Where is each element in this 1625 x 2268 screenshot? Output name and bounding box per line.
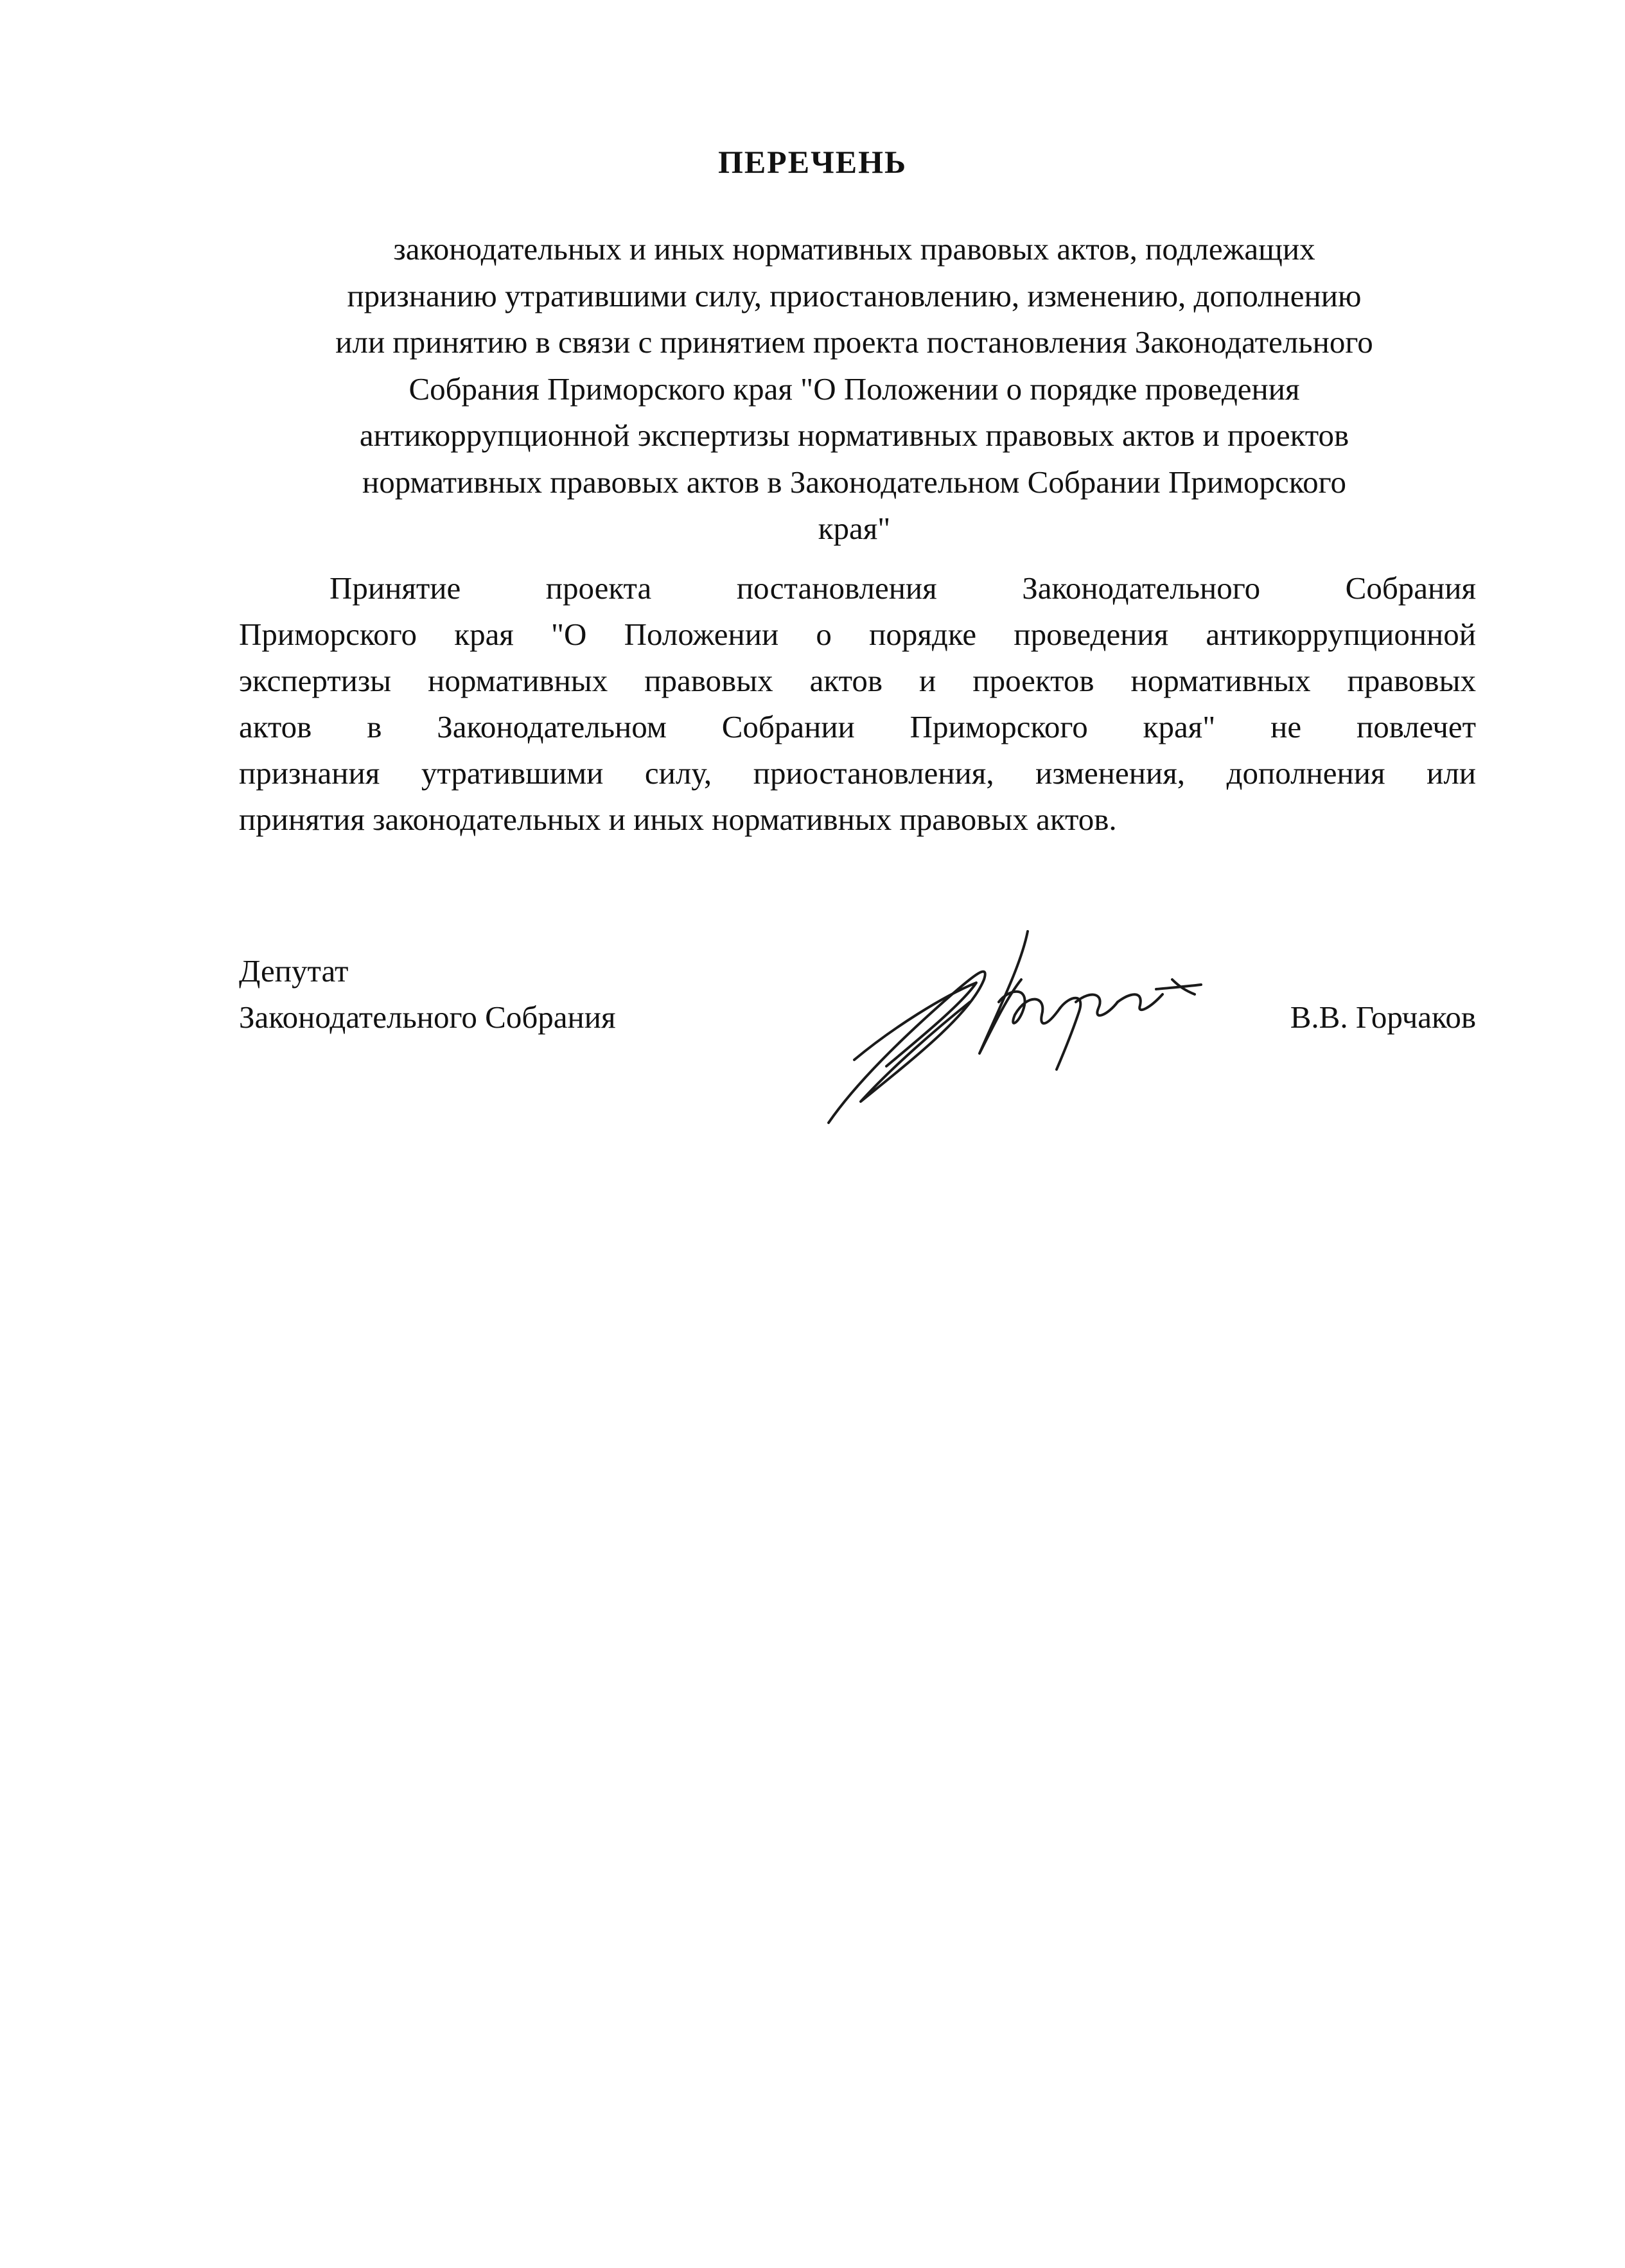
body-paragraph (239, 565, 1476, 843)
handwritten-signature (816, 919, 1214, 1130)
signatory-position-line: Законодательного Собрания (239, 999, 616, 1035)
subtitle-line: признанию утратившими силу, приостановлению, изменению, дополнению (347, 277, 1362, 313)
signatory-position (239, 948, 616, 1041)
body-line: экспертизы нормативных правовых актов и проектов нормативных правовых (239, 663, 1476, 698)
signatory-name: В.В. Горчаков (1290, 999, 1476, 1035)
subtitle-line: нормативных правовых актов в Законодательном Собрании Приморского (362, 464, 1346, 500)
subtitle-line: или принятию в связи с принятием проекта постановления Законодательного (335, 324, 1373, 360)
document-subtitle (238, 226, 1471, 552)
body-line: Принятие проекта постановления Законодательного Собрания (329, 570, 1476, 606)
subtitle-line: края" (818, 511, 891, 546)
body-line: Приморского края "О Положении о порядке проведения антикоррупционной (239, 617, 1476, 652)
signatory-position-line: Депутат (239, 953, 349, 989)
body-line: принятия законодательных и иных нормативных правовых актов. (239, 802, 1117, 837)
document-title: ПЕРЕЧЕНЬ (717, 144, 908, 180)
subtitle-line: антикоррупционной экспертизы нормативных правовых актов и проектов (359, 418, 1349, 453)
subtitle-line: законодательных и иных нормативных правовых актов, подлежащих (393, 231, 1315, 267)
body-line: признания утратившими силу, приостановления, изменения, дополнения или (239, 755, 1476, 791)
body-line: актов в Законодательном Собрании Приморского края" не повлечет (239, 709, 1476, 744)
subtitle-line: Собрания Приморского края "О Положении о порядке проведения (408, 371, 1300, 407)
